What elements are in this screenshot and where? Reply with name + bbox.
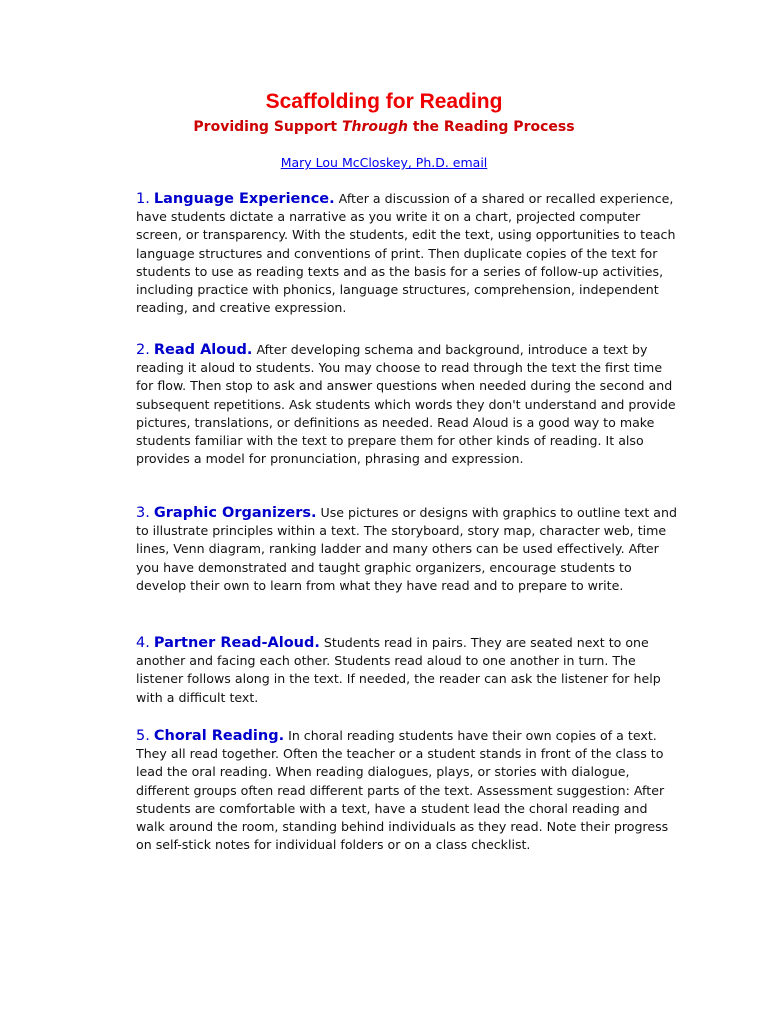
section-number: 1. [136, 191, 150, 207]
author-email-link[interactable]: Mary Lou McCloskey, Ph.D. email [280, 155, 488, 170]
section-partner-read-aloud [136, 634, 678, 707]
section-number: 3. [136, 505, 150, 521]
section-graphic-organizers [136, 504, 678, 595]
subtitle-lead: Providing Support [193, 119, 342, 135]
author-line [0, 155, 768, 170]
section-heading: Language Experience. [153, 191, 335, 207]
section-heading: Choral Reading. [153, 728, 285, 744]
section-heading: Partner Read-Aloud. [153, 635, 320, 651]
section-number: 4. [136, 635, 150, 651]
section-language-experience [136, 190, 678, 317]
section-number: 2. [136, 342, 150, 358]
section-number: 5. [136, 728, 150, 744]
section-body: Students read in pairs. They are seated next to one another and facing each other. Students read aloud to one another in turn. The listener follows along in the text. If needed, the reader can ask the listener for help with a difficult text. [136, 635, 661, 705]
subtitle-tail: the Reading Process [408, 119, 575, 135]
section-body: After developing schema and background, introduce a text by reading it aloud to students. You may choose to read through the text the first time for flow. Then stop to ask and answer questions when needed during the second and subsequent repetitions. Ask students which words they don't understand and provide pictures, translations, or definitions as needed. Read Aloud is a good way to make students familiar with the text to prepare them for other kinds of reading. It also provides a model for pronunciation, phrasing and expression. [136, 342, 676, 467]
page-subtitle [0, 119, 768, 135]
section-heading: Graphic Organizers. [153, 505, 317, 521]
section-body: After a discussion of a shared or recalled experience, have students dictate a narrative as you write it on a chart, projected computer screen, or transparency. With the students, edit the text, using opportunities to teach language structures and conventions of print. Then duplicate copies of the text for students to use as reading texts and as the basis for a series of follow-up activities, including practice with phonics, language structures, comprehension, independent reading, and creative expression. [136, 191, 676, 316]
page-title: Scaffolding for Reading [265, 90, 503, 113]
subtitle-emphasis: Through [342, 119, 408, 135]
section-choral-reading [136, 727, 678, 854]
section-body: In choral reading students have their own copies of a text. They all read together. Often the teacher or a student stands in front of the class to lead the oral reading. When reading dialogues, plays, or stories with dialogue, different groups often read different parts of the text. Assessment suggestion: After students are comfortable with a text, have a student lead the choral reading and walk around the room, standing behind individuals as they read. Note their progress on self-stick notes for individual folders or on a class checklist. [136, 728, 669, 853]
section-body: Use pictures or designs with graphics to outline text and to illustrate principles within a text. The storyboard, story map, character web, time lines, Venn diagram, ranking ladder and many others can be used effectively. After you have demonstrated and taught graphic organizers, encourage students to develop their own to learn from what they have read and to prepare to write. [136, 505, 677, 593]
section-read-aloud [136, 341, 678, 468]
section-heading: Read Aloud. [153, 342, 253, 358]
